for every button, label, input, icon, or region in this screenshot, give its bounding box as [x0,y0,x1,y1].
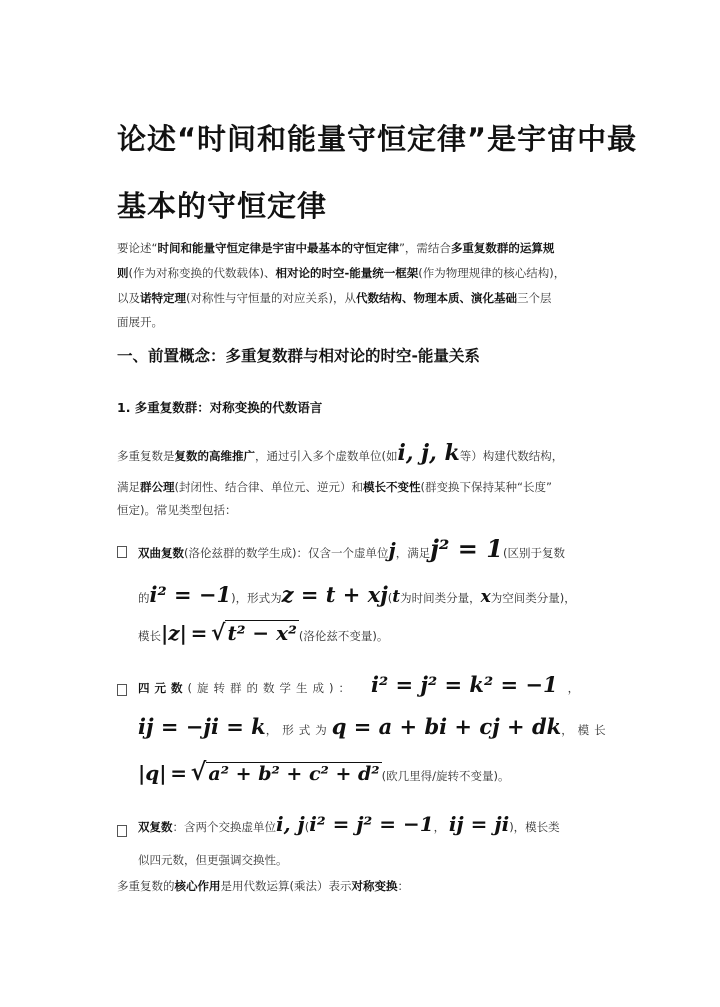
text: 等）构建代数结构， [459,449,564,463]
text: ，通过引入多个虚数单位(如 [255,449,398,463]
article-title-line-1: 论述“时间和能量守恒定律”是宇宙中最 [117,122,638,156]
closing-line [117,878,409,894]
text: 模长 [138,629,161,643]
radicand-text: t² − x² [227,621,297,645]
text: 为时间类分量， [400,591,481,605]
bold-text: 双曲复数 [138,546,184,560]
text: (封闭性、结合律、单位元、逆元）和 [174,480,363,494]
text: ( [304,820,310,834]
bold-text: 多重复数群的运算规 [450,241,555,255]
bold-text: 模长不变性 [363,480,421,494]
text: 要论述“ [117,241,158,255]
text: 多重复数是 [117,449,175,463]
bold-text: 群公理 [140,480,175,494]
item1-line-3 [138,620,388,646]
math-abs-z: |z| [161,621,187,645]
math-i-squared: i² = −1 [149,582,232,607]
bold-text: 代数结构、物理本质、演化基础 [355,291,517,305]
text: )，形式为 [231,591,282,605]
math-x: x [480,587,491,607]
math-q: q = a + bi + cj + dk [331,714,562,739]
bold-text: 核心作用 [174,879,221,893]
math-equals: = [170,761,187,785]
text: (欧几里得/旋转不变量)。 [381,769,510,783]
item1-line-2 [138,582,576,607]
sqrt-sign: √ [211,620,226,646]
item2-line-1 [138,672,579,697]
text: ， [433,820,446,834]
sqrt-sign: √ [190,757,207,786]
bold-text: 复数的高维推广 [174,449,255,463]
item2-line-3 [138,757,509,786]
radicand-text: a² + b² + c² + d² [208,763,380,785]
text: 是用代数运算(乘法）表示 [220,879,352,893]
math-commutative: ij = ji [448,812,510,836]
intro-line-4: 面展开。 [117,315,163,329]
text: ：含两个交换虚单位 [172,820,276,834]
text: ， [567,681,580,695]
math-t: t [392,587,401,607]
math-radicand [206,763,381,785]
bold-text: 相对论的时空-能量统一框架 [275,266,419,280]
bullet-box [117,546,127,558]
text: 三个层 [516,291,552,305]
text: )，模长类 [509,820,560,834]
bullet-box [117,825,127,837]
math-radicand [225,621,298,645]
text: ( [387,591,393,605]
math-j-squared: j² = 1 [430,534,503,563]
text: 的 [138,591,150,605]
text: 以及 [117,291,140,305]
bold-text: 四元数 [138,681,188,695]
article-title-line-2: 基本的守恒定律 [117,189,328,223]
math-j: j [388,538,396,562]
text: (洛伦兹群的数学生成)：仅含一个虚单位 [184,546,389,560]
text: (洛伦兹不变量)。 [298,629,389,643]
bold-text: 对称变换 [351,879,398,893]
text: ”，需结合 [398,241,451,255]
math-i-j: i, j [276,812,305,836]
math-ij: ij = −ji = k [138,714,266,739]
bold-text: 时间和能量守恒定律是宇宙中最基本的守恒定律 [157,241,399,255]
para1-line-2 [117,479,552,495]
intro-line-3 [117,290,551,306]
para1-line-3: 恒定)。常见类型包括： [117,503,237,517]
text: (旋转群的数学生成)： [187,681,355,695]
section-heading-1: 一、前置概念：多重复数群与相对论的时空-能量关系 [117,347,480,365]
bullet-box [117,684,127,696]
math-bicomplex-rule: i² = j² = −1 [309,812,434,836]
math-ijk: i, j, k [397,440,460,466]
bold-text: 诺特定理 [140,291,186,305]
text: 为空间类分量)， [490,591,576,605]
text: (作为物理规律的核心结构)， [418,266,566,280]
item2-line-2 [138,714,611,739]
text: 多重复数的 [117,879,175,893]
text: (群变换下保持某种“长度” [420,480,552,494]
math-z: z = t + xj [281,582,388,607]
text: (区别于复数 [502,546,565,560]
text: (对称性与守恒量的对应关系)，从 [186,291,356,305]
text: ： [397,879,409,893]
item3-line-1 [138,812,560,836]
bold-text: 则 [117,266,129,280]
para1-line-1 [117,440,563,466]
intro-line-2 [117,265,565,281]
math-equals: = [190,621,208,645]
text: 满足 [117,480,140,494]
text: ，模长 [561,723,611,737]
math-quaternion-rule: i² = j² = k² = −1 [370,672,558,697]
math-abs-q: |q| [138,761,167,785]
subsection-heading-1: 1. 多重复数群：对称变换的代数语言 [117,400,323,415]
text: ，形式为 [265,723,332,737]
intro-line-1 [117,240,554,256]
item3-line-2: 似四元数，但更强调交换性。 [138,853,288,867]
item1-line-1 [138,534,565,563]
bold-text: 双复数 [138,820,173,834]
text: (作为对称变换的代数载体)、 [128,266,276,280]
text: ，满足 [395,546,431,560]
